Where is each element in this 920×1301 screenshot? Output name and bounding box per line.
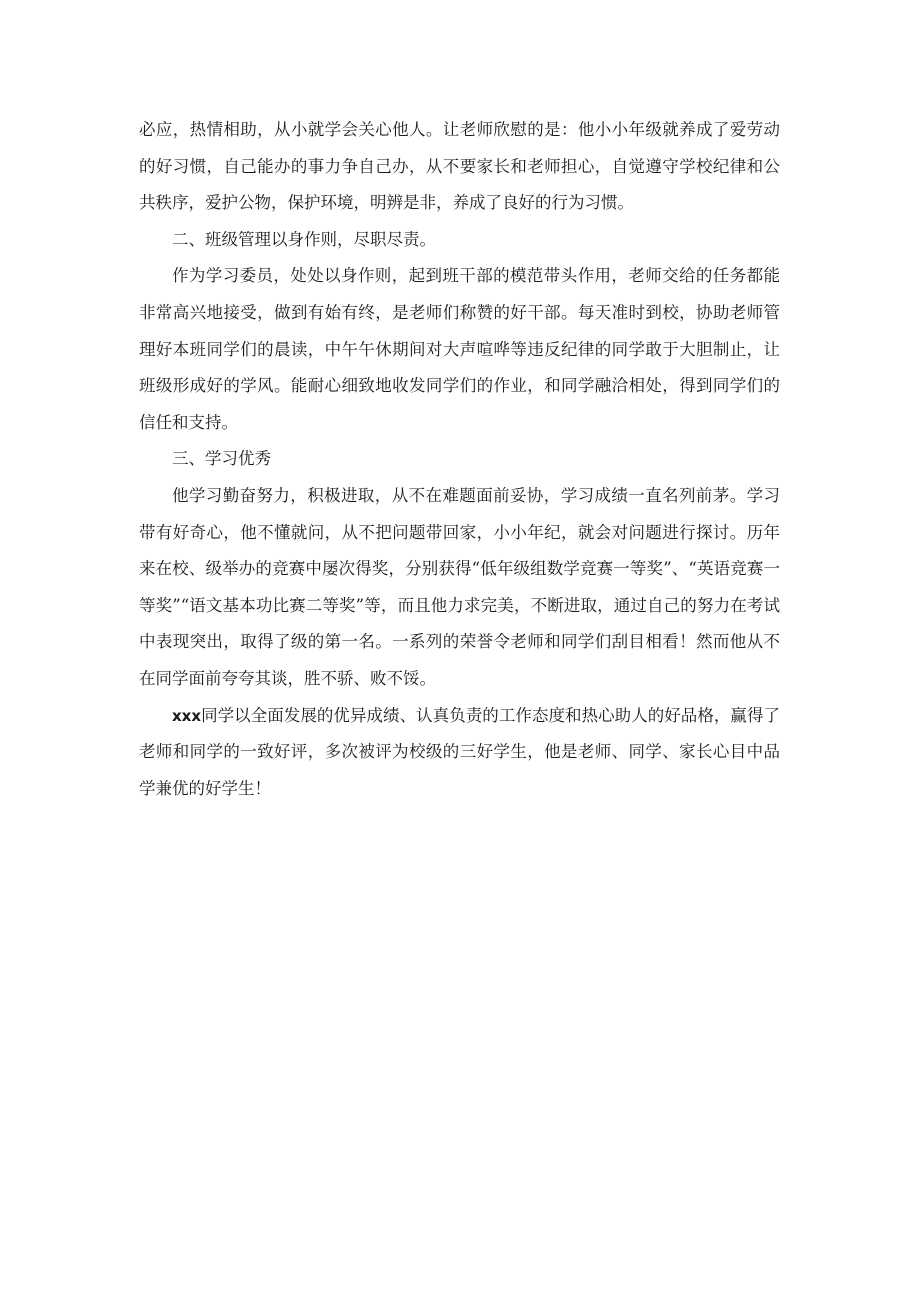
document-body	[139, 112, 780, 807]
section-heading-study: 三、学习优秀	[172, 449, 271, 469]
paragraph-study: 他学习勤奋努力，积极进取，从不在难题面前妥协，学习成绩一直名列前茅。学习带有好奇心，他不懂就问，从不把问题带回家，小小年纪，就会对问题进行探讨。历年来在校、级举办的竞赛中屡次得奖，分别获得“低年级组数学竞赛一等奖”、“英语竞赛一等奖”“语文基本功比赛二等奖”等，而且他力求完美，不断进取，通过自己的努力在考试中表现突出，取得了级的第一名。一系列的荣誉令老师和同学们刮目相看！然而他从不在同学面前夸夸其谈，胜不骄、败不馁。	[139, 485, 780, 688]
conclusion-text: 同学以全面发展的优异成绩、认真负责的工作态度和热心助人的好品格，赢得了老师和同学的一致好评，多次被评为校级的三好学生，他是老师、同学、家长心目中品学兼优的好学生！	[139, 705, 780, 798]
section-heading-class-management: 二、班级管理以身作则，尽职尽责。	[172, 229, 436, 249]
paragraph-class-management: 作为学习委员，处处以身作则，起到班干部的模范带头作用，老师交给的任务都能非常高兴地接受，做到有始有终，是老师们称赞的好干部。每天准时到校，协助老师管理好本班同学们的晨读，中午午休期间对大声喧哗等违反纪律的同学敢于大胆制止，让班级形成好的学风。能耐心细致地收发同学们的作业，和同学融洽相处，得到同学们的信任和支持。	[139, 266, 780, 432]
paragraph-continued: 必应，热情相助，从小就学会关心他人。让老师欣慰的是：他小小年级就养成了爱劳动的好习惯，自己能办的事力争自己办，从不要家长和老师担心，自觉遵守学校纪律和公共秩序，爱护公物，保护环境，明辨是非，养成了良好的行为习惯。	[139, 120, 780, 213]
paragraph-conclusion	[139, 698, 780, 808]
student-name-placeholder: xxx	[172, 706, 202, 725]
